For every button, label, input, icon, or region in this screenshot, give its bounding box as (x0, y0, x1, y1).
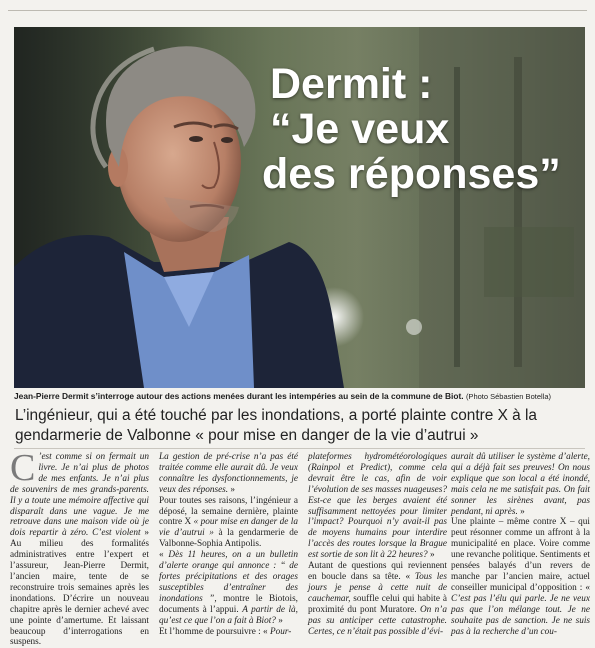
body-text: Pour toutes ses raisons, l’ingénieur a déposé, la semaine dernière, plainte contre X (159, 495, 298, 528)
headline-line-1: Dermit : (270, 60, 433, 108)
paragraph (451, 452, 590, 517)
body-text: Une plainte – même contre X – qui peut résonner comme un affront à la municipalité en place. Voire comme une revanche politique. Sentiments et pensées balayés d’un revers de manche par l’ancien maire, actuel conseiller municipal d’opposition : « (451, 517, 590, 593)
paragraph (159, 452, 298, 496)
quote-text: « pour mise en danger de la vie d’autrui » (159, 517, 299, 539)
body-text: » (275, 615, 283, 626)
quote-text: ’est comme si on fermait un livre. Je n’ai plus de photos de mes enfants. Je n’ai plus de souvenirs de mes grands-parents. Il y a toute une mémoire affective qui disparaît dans une vague. Je me retrouve dans une maison vide où je dois repartir à zéro. C’est violent (10, 452, 149, 539)
quote-text: plateformes hydrométéorologiques (Rainpol et Predict), comme cela devrait être le cas, afin de voir l’évolution de ses masses nuageuses? (308, 452, 447, 495)
body-column-4 (451, 452, 590, 637)
body-column-2 (159, 452, 298, 637)
photo-caption (14, 390, 589, 403)
quote-text: Tous les jours je pense à cette nuit de cauchemar, (308, 571, 447, 604)
paragraph (308, 452, 447, 561)
paragraph (159, 550, 298, 626)
body-text: » Au milieu des formalités administratives entre l’expert et l’assureur, Jean-Pierre Dermit, l’ancien maire, tente de se reconstruire trois semaines après les inondations. D’écrire un nouveau chapitre après le dernier achevé avec une pointe d’amertume. Et laissant beaucoup d’interrogations en suspens. (10, 528, 149, 648)
drop-cap: C (10, 447, 36, 489)
quote-text: Pour- (269, 626, 292, 637)
body-text: Autant de questions qui reviennent en boucle dans sa tête. « (308, 561, 447, 582)
headline-line-3: des réponses” (262, 150, 561, 198)
body-text: « (159, 550, 169, 561)
body-text: Et l’homme de poursuivre : « (159, 626, 270, 637)
body-text: souffle celui qui habite à proximité du pont Muratore. (308, 593, 447, 615)
article-body (10, 447, 590, 648)
quote-text: A partir de là, qu’est ce que l’on a fait à Biot? (159, 604, 298, 626)
quote-text: On n’a pas su anticiper cette catastrophe. Certes, ce n’était pas possible d’évi- (308, 604, 447, 637)
body-text: , montre le Biotois, documents à l’appui. (159, 593, 298, 615)
paragraph (451, 517, 590, 637)
quote-text: Est-ce que les berges avaient été suffisamment nettoyées pour limiter l’impact? Pourquoi n’y avait-il pas de moyens humains pour interdire l’accès des routes lorsque la Brague est sortie de son lit à 22 heures? (308, 495, 447, 561)
quote-text: C’est pas l’élu qui parle. Je ne veux pas que l’on mélange tout. Je ne souhaite pas de sanction. Je ne suis pas à la recherche d’un cou- (451, 593, 590, 637)
paragraph (159, 496, 298, 551)
quote-text: Dès 11 heures, on a un bulletin d’alerte orange qui annonce : “ de fortes précipitations et des orages susceptibles d’entraîner des inondations ” (159, 550, 299, 604)
subheadline: L’ingénieur, qui a été touché par les inondations, a porté plainte contre X à la gendarmerie de Valbonne « pour mise en danger de la vie d’autrui » (15, 407, 537, 444)
headline (262, 62, 577, 197)
quote-text: La gestion de pré-crise n’a pas été traitée comme elle aurait dû. Je veux connaître les dysfonctionnements, je veux des réponses. (159, 452, 298, 495)
body-column-1 (10, 447, 149, 648)
body-text: à la gendarmerie de Valbonne-Sophia Antipolis. (159, 528, 298, 550)
paragraph (10, 447, 149, 648)
body-text: » (517, 506, 525, 517)
body-text: » (427, 550, 435, 561)
section-divider (14, 448, 585, 449)
page-top-rule (8, 0, 587, 11)
photo-credit: (Photo Sébastien Botella) (465, 392, 551, 401)
paragraph (159, 627, 298, 638)
body-text: » (228, 484, 236, 495)
quote-text: aurait dû utiliser le système d’alerte, qui a déjà fait ses preuves! On nous explique que son local a été inondé, mais cela ne me satisfait pas. On fait sonner les sirènes avant, pas pendant, ni après. (451, 452, 590, 517)
caption-text: Jean-Pierre Dermit s’interroge autour des actions menées durant les intempéries au sein de la commune de Biot. (14, 391, 464, 401)
headline-line-2: “Je veux (270, 105, 450, 153)
paragraph (308, 561, 447, 637)
body-column-3 (308, 452, 447, 637)
